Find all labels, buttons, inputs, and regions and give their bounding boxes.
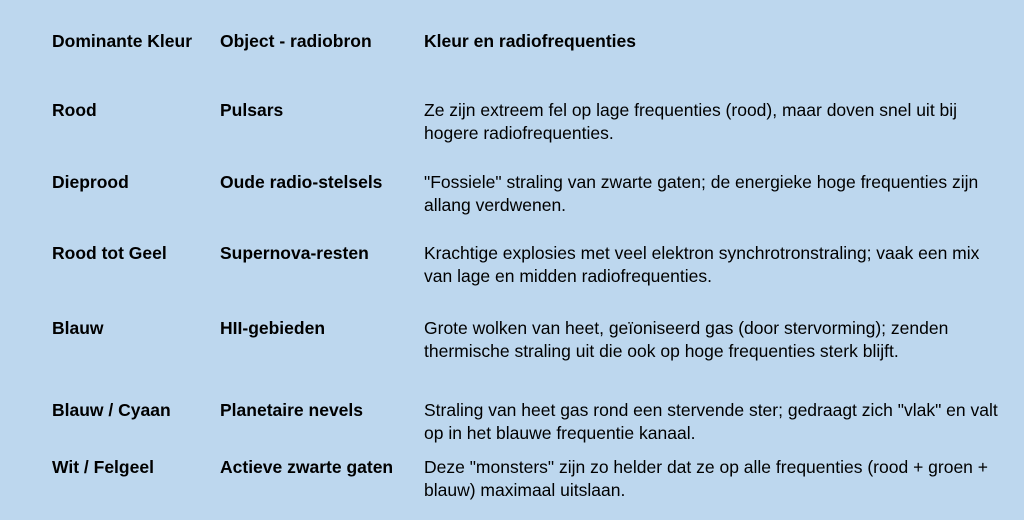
row-object: Oude radio-stelsels (220, 172, 383, 192)
row-description: "Fossiele" straling van zwarte gaten; de energieke hoge frequenties zijn allang verdwenen. (424, 172, 979, 215)
row-description: Krachtige explosies met veel elektron synchrotronstraling; vaak een mix van lage en midden radiofrequenties. (424, 243, 980, 286)
row-description: Grote wolken van heet, geïoniseerd gas (door stervorming); zenden thermische straling uit die ook op hoge frequenties sterk blijft. (424, 318, 949, 361)
header-dominant-color: Dominante Kleur (52, 31, 193, 51)
header-object: Object - radiobron (220, 31, 372, 51)
row-color: Dieprood (52, 172, 129, 192)
row-description: Straling van heet gas rond een stervende ster; gedraagt zich "vlak" en valt op in het blauwe frequentie kanaal. (424, 400, 998, 443)
row-color: Blauw / Cyaan (52, 400, 171, 420)
row-color: Blauw (52, 318, 104, 338)
row-object: Pulsars (220, 100, 284, 120)
row-description: Deze "monsters" zijn zo helder dat ze op alle frequenties (rood + groen + blauw) maximaal uitslaan. (424, 457, 988, 500)
row-object: Actieve zwarte gaten (220, 457, 394, 477)
row-description: Ze zijn extreem fel op lage frequenties (rood), maar doven snel uit bij hogere radiofrequenties. (424, 100, 958, 143)
row-object: HII-gebieden (220, 318, 326, 338)
row-object: Supernova-resten (220, 243, 369, 263)
header-color-frequencies: Kleur en radiofrequenties (424, 31, 636, 51)
row-object: Planetaire nevels (220, 400, 363, 420)
row-color: Wit / Felgeel (52, 457, 154, 477)
row-color: Rood tot Geel (52, 243, 167, 263)
row-color: Rood (52, 100, 97, 120)
